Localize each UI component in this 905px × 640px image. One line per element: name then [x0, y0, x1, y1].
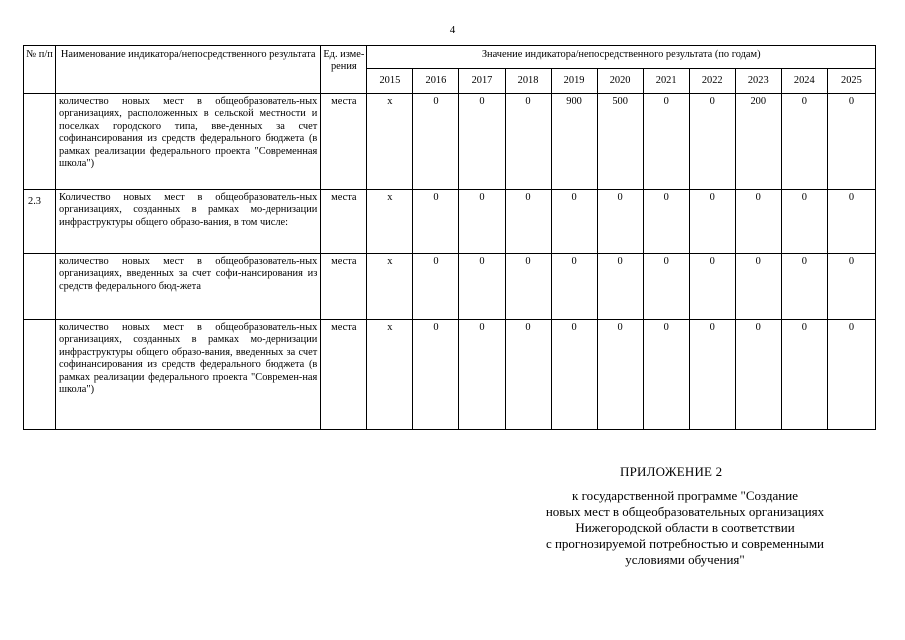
row-value: 0: [827, 94, 875, 190]
indicators-table: [23, 45, 876, 430]
header-year: 2018: [505, 69, 551, 94]
row-value: x: [367, 320, 413, 430]
appendix-line: Нижегородской области в соответствии: [575, 520, 795, 535]
row-name: количество новых мест в общеобразователь-ных организациях, расположенных в сельской местности и поселках городского типа, вве-денных за счет софинансирования из средств федерального бюджета (в рамках реализации федерального проекта "Современная школа"): [56, 94, 321, 190]
row-value: 0: [459, 94, 505, 190]
row-value: 0: [643, 320, 689, 430]
row-value: 900: [551, 94, 597, 190]
row-num: 2.3: [24, 190, 56, 254]
row-value: 0: [505, 190, 551, 254]
row-value: 0: [781, 190, 827, 254]
row-value: 0: [735, 254, 781, 320]
row-value: 0: [597, 254, 643, 320]
row-value: 0: [551, 254, 597, 320]
row-value: 0: [643, 190, 689, 254]
table-row: [24, 254, 876, 320]
header-year: 2025: [827, 69, 875, 94]
row-value: 0: [735, 190, 781, 254]
row-unit: места: [321, 190, 367, 254]
row-value: 0: [689, 190, 735, 254]
row-value: 0: [643, 254, 689, 320]
header-name: Наименование индикатора/непосредственного результата: [56, 46, 321, 94]
header-values-group: Значение индикатора/непосредственного результата (по годам): [367, 46, 876, 69]
row-value: 200: [735, 94, 781, 190]
row-value: 0: [689, 94, 735, 190]
appendix-line: с прогнозируемой потребностью и современными: [545, 536, 825, 551]
header-year: 2017: [459, 69, 505, 94]
page-number: 4: [449, 24, 456, 36]
row-value: 0: [689, 254, 735, 320]
appendix-line: условиями обучения": [625, 552, 745, 567]
header-year: 2020: [597, 69, 643, 94]
row-value: x: [367, 190, 413, 254]
row-value: 0: [735, 320, 781, 430]
row-value: 0: [505, 94, 551, 190]
row-value: 0: [827, 190, 875, 254]
row-value: 0: [413, 190, 459, 254]
row-value: 0: [781, 94, 827, 190]
row-value: 0: [459, 320, 505, 430]
row-num: [24, 320, 56, 430]
row-num: [24, 254, 56, 320]
row-value: 0: [413, 254, 459, 320]
row-value: 0: [643, 94, 689, 190]
row-value: 500: [597, 94, 643, 190]
row-value: 0: [781, 254, 827, 320]
row-value: 0: [505, 254, 551, 320]
row-value: 0: [781, 320, 827, 430]
row-unit: места: [321, 320, 367, 430]
row-name: Количество новых мест в общеобразователь-ных организациях, созданных в рамках мо-дернизации инфраструктуры общего образо-вания, в том числе:: [56, 190, 321, 254]
table-row: [24, 94, 876, 190]
row-name: количество новых мест в общеобразователь-ных организациях, созданных в рамках мо-дернизации инфраструктуры общего образо-вания, введенных за счет софинансирования из средств федерального бюджета (в рамках реализации федерального проекта "Современ-ная школа"): [56, 320, 321, 430]
header-year: 2024: [781, 69, 827, 94]
row-value: x: [367, 94, 413, 190]
header-year: 2019: [551, 69, 597, 94]
row-unit: места: [321, 94, 367, 190]
header-num: № п/п: [24, 46, 56, 94]
header-year: 2015: [367, 69, 413, 94]
row-value: 0: [551, 320, 597, 430]
row-value: 0: [413, 94, 459, 190]
row-value: 0: [459, 254, 505, 320]
row-value: 0: [827, 254, 875, 320]
header-year: 2016: [413, 69, 459, 94]
table-row: [24, 190, 876, 254]
row-unit: места: [321, 254, 367, 320]
appendix-title: ПРИЛОЖЕНИЕ 2: [620, 464, 723, 479]
row-name: количество новых мест в общеобразователь-ных организациях, введенных за счет софи-нансирования из средств федерального бюд-жета: [56, 254, 321, 320]
table-row: [24, 320, 876, 430]
appendix-line: новых мест в общеобразовательных организациях: [545, 504, 825, 519]
appendix-line: к государственной программе "Создание: [572, 488, 798, 503]
row-value: 0: [413, 320, 459, 430]
header-year: 2022: [689, 69, 735, 94]
row-num: [24, 94, 56, 190]
row-value: 0: [551, 190, 597, 254]
row-value: 0: [827, 320, 875, 430]
row-value: 0: [597, 190, 643, 254]
row-value: 0: [505, 320, 551, 430]
row-value: x: [367, 254, 413, 320]
row-value: 0: [597, 320, 643, 430]
appendix-subtitle: [500, 488, 870, 568]
header-unit: Ед. изме-рения: [321, 46, 367, 94]
row-value: 0: [459, 190, 505, 254]
row-value: 0: [689, 320, 735, 430]
header-year: 2021: [643, 69, 689, 94]
header-year: 2023: [735, 69, 781, 94]
